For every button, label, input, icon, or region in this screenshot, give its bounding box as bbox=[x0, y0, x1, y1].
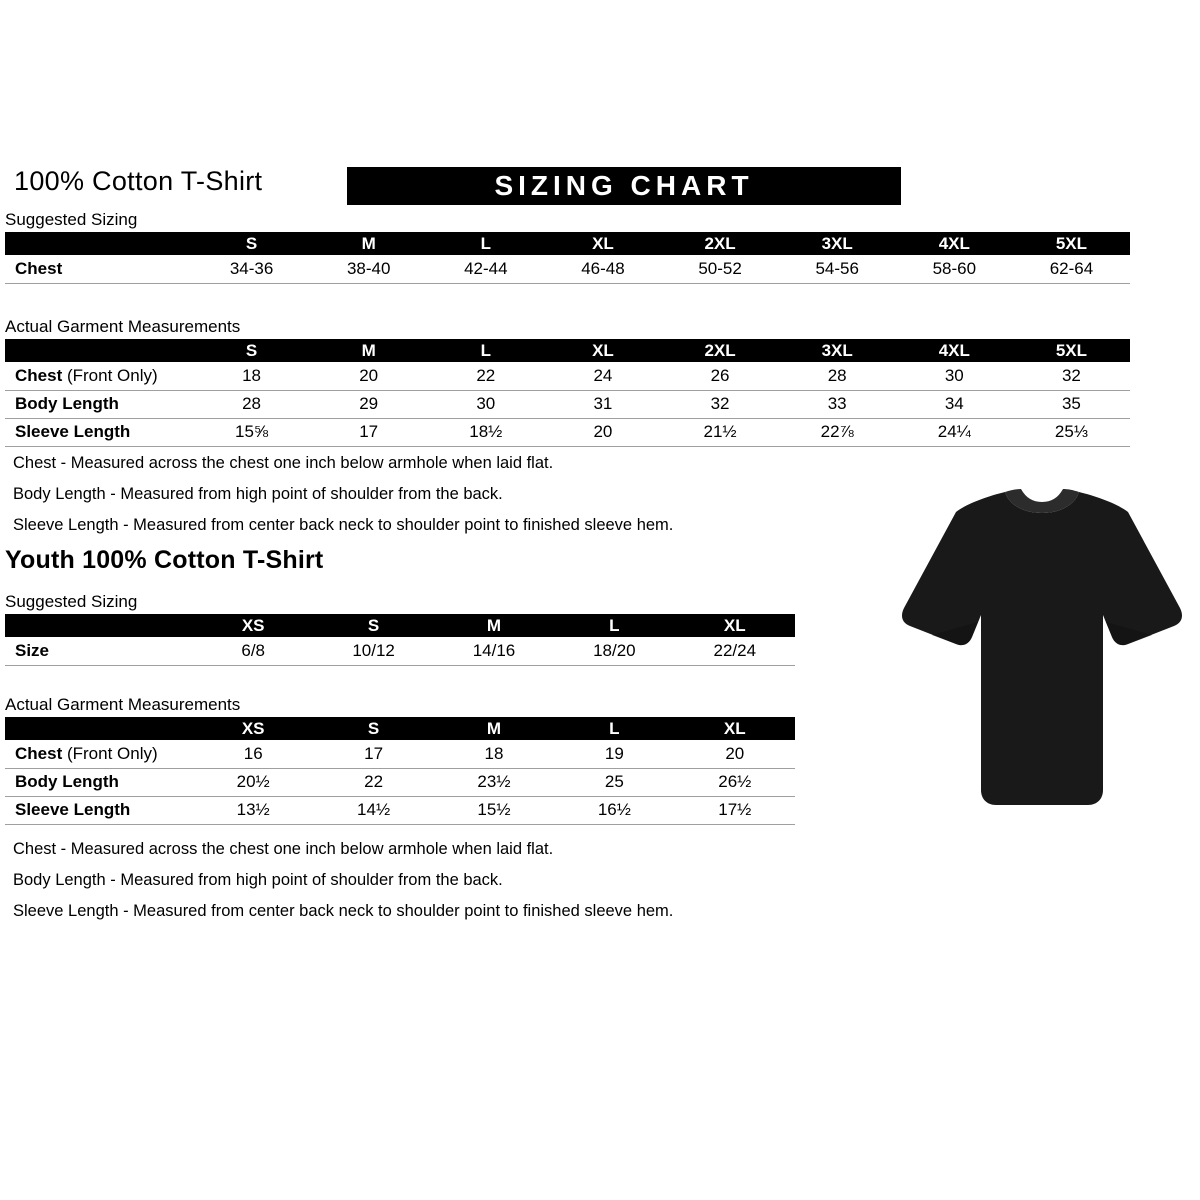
adult-garment-measurements-table bbox=[5, 339, 1130, 447]
size-cell: 54-56 bbox=[779, 255, 896, 283]
size-cell: 23½ bbox=[434, 768, 554, 796]
size-cell: 62-64 bbox=[1013, 255, 1130, 283]
size-cell: 18 bbox=[193, 362, 310, 390]
size-cell: 20 bbox=[544, 418, 661, 446]
column-header: XS bbox=[193, 717, 313, 740]
row-label: Body Length bbox=[5, 768, 193, 796]
size-cell: 24 bbox=[544, 362, 661, 390]
column-header: L bbox=[427, 339, 544, 362]
size-cell: 20 bbox=[310, 362, 427, 390]
size-cell: 31 bbox=[544, 390, 661, 418]
youth-garment-measurements-label: Actual Garment Measurements bbox=[5, 695, 241, 714]
size-cell: 32 bbox=[1013, 362, 1130, 390]
size-cell: 33 bbox=[779, 390, 896, 418]
tshirt-image bbox=[892, 476, 1192, 821]
note-line-chest: Chest - Measured across the chest one inch below armhole when laid flat. bbox=[13, 840, 554, 858]
size-cell: 15½ bbox=[434, 796, 554, 824]
size-cell: 21½ bbox=[662, 418, 779, 446]
column-header: 2XL bbox=[662, 339, 779, 362]
column-header: 3XL bbox=[779, 232, 896, 255]
column-header: M bbox=[310, 232, 427, 255]
column-header: L bbox=[427, 232, 544, 255]
size-cell: 30 bbox=[427, 390, 544, 418]
size-cell: 46-48 bbox=[544, 255, 661, 283]
corner-cell bbox=[5, 614, 193, 637]
size-cell: 34 bbox=[896, 390, 1013, 418]
column-header: L bbox=[554, 717, 674, 740]
size-cell: 13½ bbox=[193, 796, 313, 824]
size-cell: 35 bbox=[1013, 390, 1130, 418]
row-label: Chest bbox=[5, 255, 193, 283]
note-line-body-length: Body Length - Measured from high point of shoulder from the back. bbox=[13, 871, 503, 889]
header-row bbox=[5, 339, 1130, 362]
size-cell: 25 bbox=[554, 768, 674, 796]
size-cell: 15⅝ bbox=[193, 418, 310, 446]
column-header: L bbox=[554, 614, 674, 637]
header-row bbox=[5, 232, 1130, 255]
table-row bbox=[5, 637, 795, 665]
size-cell: 22⅞ bbox=[779, 418, 896, 446]
row-label: Sleeve Length bbox=[5, 418, 193, 446]
size-cell: 22/24 bbox=[675, 637, 795, 665]
size-cell: 26½ bbox=[675, 768, 795, 796]
size-cell: 25⅓ bbox=[1013, 418, 1130, 446]
row-label: Size bbox=[5, 637, 193, 665]
header-row bbox=[5, 717, 795, 740]
column-header: XL bbox=[675, 614, 795, 637]
corner-cell bbox=[5, 232, 193, 255]
column-header: XL bbox=[675, 717, 795, 740]
column-header: XL bbox=[544, 339, 661, 362]
corner-cell bbox=[5, 339, 193, 362]
size-cell: 18/20 bbox=[554, 637, 674, 665]
row-label-note: (Front Only) bbox=[62, 365, 158, 385]
column-header: 4XL bbox=[896, 339, 1013, 362]
size-cell: 20½ bbox=[193, 768, 313, 796]
size-cell: 6/8 bbox=[193, 637, 313, 665]
size-cell: 34-36 bbox=[193, 255, 310, 283]
size-cell: 42-44 bbox=[427, 255, 544, 283]
table-row bbox=[5, 796, 795, 824]
column-header: M bbox=[310, 339, 427, 362]
size-cell: 20 bbox=[675, 740, 795, 768]
column-header: XL bbox=[544, 232, 661, 255]
size-cell: 29 bbox=[310, 390, 427, 418]
size-cell: 38-40 bbox=[310, 255, 427, 283]
adult-suggested-sizing-table bbox=[5, 232, 1130, 284]
table-row bbox=[5, 362, 1130, 390]
youth-suggested-sizing-table bbox=[5, 614, 795, 666]
note-line-sleeve-length: Sleeve Length - Measured from center back neck to shoulder point to finished sleeve hem. bbox=[13, 902, 674, 920]
column-header: M bbox=[434, 614, 554, 637]
size-cell: 32 bbox=[662, 390, 779, 418]
size-cell: 18½ bbox=[427, 418, 544, 446]
column-header: M bbox=[434, 717, 554, 740]
size-cell: 10/12 bbox=[313, 637, 433, 665]
size-cell: 22 bbox=[313, 768, 433, 796]
size-cell: 14½ bbox=[313, 796, 433, 824]
corner-cell bbox=[5, 717, 193, 740]
note-line-chest: Chest - Measured across the chest one inch below armhole when laid flat. bbox=[13, 454, 554, 472]
size-cell: 17½ bbox=[675, 796, 795, 824]
youth-measurement-notes bbox=[13, 840, 673, 933]
sizing-chart-banner: SIZING CHART bbox=[347, 167, 901, 205]
youth-suggested-sizing-label: Suggested Sizing bbox=[5, 592, 138, 611]
column-header: S bbox=[193, 232, 310, 255]
adult-title: 100% Cotton T-Shirt bbox=[14, 166, 263, 196]
size-cell: 50-52 bbox=[662, 255, 779, 283]
size-cell: 19 bbox=[554, 740, 674, 768]
adult-measurement-notes bbox=[13, 454, 673, 547]
column-header: 2XL bbox=[662, 232, 779, 255]
column-header: 5XL bbox=[1013, 339, 1130, 362]
column-header: S bbox=[313, 614, 433, 637]
size-cell: 22 bbox=[427, 362, 544, 390]
size-cell: 17 bbox=[310, 418, 427, 446]
table-row bbox=[5, 768, 795, 796]
size-cell: 24¼ bbox=[896, 418, 1013, 446]
youth-title: Youth 100% Cotton T-Shirt bbox=[5, 546, 324, 574]
column-header: S bbox=[193, 339, 310, 362]
row-label: Chest (Front Only) bbox=[5, 362, 193, 390]
size-cell: 28 bbox=[193, 390, 310, 418]
size-cell: 16 bbox=[193, 740, 313, 768]
size-cell: 18 bbox=[434, 740, 554, 768]
note-line-sleeve-length: Sleeve Length - Measured from center back neck to shoulder point to finished sleeve hem. bbox=[13, 516, 674, 534]
row-label: Chest (Front Only) bbox=[5, 740, 193, 768]
size-cell: 17 bbox=[313, 740, 433, 768]
size-cell: 14/16 bbox=[434, 637, 554, 665]
table-row bbox=[5, 255, 1130, 283]
adult-garment-measurements-label: Actual Garment Measurements bbox=[5, 317, 241, 336]
row-label: Body Length bbox=[5, 390, 193, 418]
header-row bbox=[5, 614, 795, 637]
note-line-body-length: Body Length - Measured from high point of shoulder from the back. bbox=[13, 485, 503, 503]
column-header: 4XL bbox=[896, 232, 1013, 255]
table-row bbox=[5, 740, 795, 768]
table-row bbox=[5, 390, 1130, 418]
column-header: XS bbox=[193, 614, 313, 637]
size-cell: 58-60 bbox=[896, 255, 1013, 283]
column-header: S bbox=[313, 717, 433, 740]
size-cell: 28 bbox=[779, 362, 896, 390]
column-header: 5XL bbox=[1013, 232, 1130, 255]
table-row bbox=[5, 418, 1130, 446]
size-cell: 26 bbox=[662, 362, 779, 390]
row-label: Sleeve Length bbox=[5, 796, 193, 824]
size-cell: 30 bbox=[896, 362, 1013, 390]
adult-suggested-sizing-label: Suggested Sizing bbox=[5, 210, 138, 229]
tshirt-graphic bbox=[892, 476, 1192, 821]
column-header: 3XL bbox=[779, 339, 896, 362]
row-label-note: (Front Only) bbox=[62, 743, 158, 763]
size-cell: 16½ bbox=[554, 796, 674, 824]
youth-garment-measurements-table bbox=[5, 717, 795, 825]
